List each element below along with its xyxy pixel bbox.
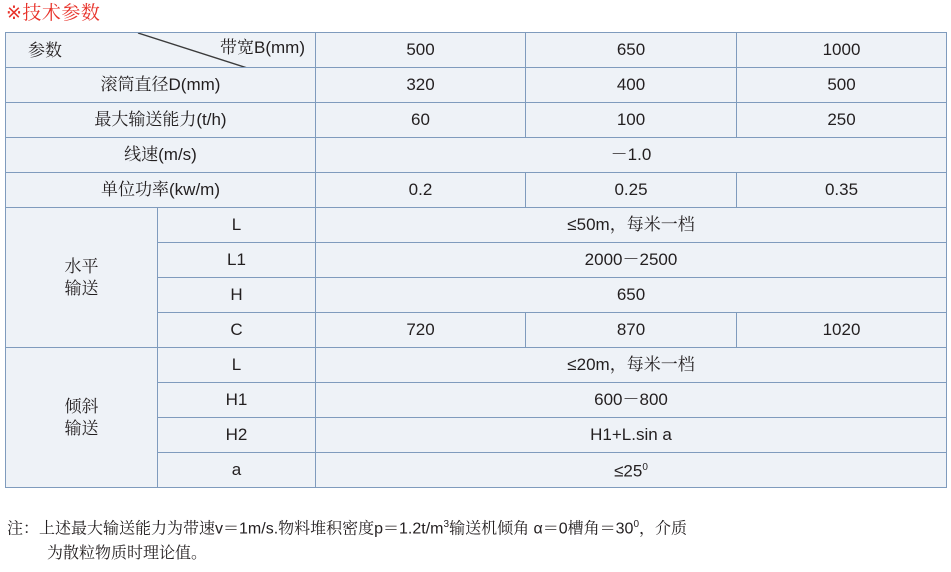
inclined-a-degree: 0 [642, 462, 648, 474]
table-row [6, 138, 947, 173]
corner-belt-width-label: 带宽B(mm) [220, 38, 305, 57]
drum-diameter-500: 320 [316, 68, 526, 103]
row-label-drum-diameter: 滚筒直径D(mm) [6, 68, 316, 103]
table-row [6, 173, 947, 208]
table-row [6, 348, 947, 383]
row-label-line-speed: 线速(m/s) [6, 138, 316, 173]
row-label-unit-power: 单位功率(kw/m) [6, 173, 316, 208]
corner-parameter-label: 参数 [28, 41, 62, 60]
horizontal-L-value: ≤50m，每米一档 [316, 208, 947, 243]
note-line1-part-c: ，介质 [639, 520, 688, 538]
horizontal-C-650: 870 [526, 313, 737, 348]
belt-width-650: 650 [526, 33, 737, 68]
belt-width-500: 500 [316, 33, 526, 68]
drum-diameter-650: 400 [526, 68, 737, 103]
unit-power-1000: 0.35 [737, 173, 947, 208]
table-row [6, 208, 947, 243]
group-label-inclined-conveying [6, 348, 158, 488]
row-label-horizontal-H: H [158, 278, 316, 313]
horizontal-C-1000: 1020 [737, 313, 947, 348]
table-row [6, 103, 947, 138]
group-label-line2: 输送 [64, 278, 99, 298]
note-label: 注： [7, 520, 40, 538]
note-line1-part-b: 输送机倾角 α＝0槽角＝30 [449, 520, 634, 538]
inclined-a-value [316, 453, 947, 488]
row-label-horizontal-L1: L1 [158, 243, 316, 278]
line-speed-value: －1.0 [316, 138, 947, 173]
table-row [6, 68, 947, 103]
max-capacity-500: 60 [316, 103, 526, 138]
max-capacity-650: 100 [526, 103, 737, 138]
inclined-H1-value: 600－800 [316, 383, 947, 418]
unit-power-500: 0.2 [316, 173, 526, 208]
corner-cell [6, 33, 316, 68]
table-header-row [6, 33, 947, 68]
row-label-inclined-a: a [158, 453, 316, 488]
inclined-L-value: ≤20m，每米一档 [316, 348, 947, 383]
note-superscript-cubic: 3 [443, 519, 450, 530]
horizontal-H-value: 650 [316, 278, 947, 313]
row-label-inclined-H1: H1 [158, 383, 316, 418]
horizontal-L1-value: 2000－2500 [316, 243, 947, 278]
group-label-horizontal-conveying [6, 208, 158, 348]
group-label-line1: 水平 [64, 256, 99, 276]
table-note [7, 512, 945, 566]
inclined-a-number: ≤25 [614, 461, 643, 481]
row-label-horizontal-C: C [158, 313, 316, 348]
row-label-inclined-L: L [158, 348, 316, 383]
inclined-H2-value: H1+L.sin a [316, 418, 947, 453]
note-line1-part-a: 上述最大输送能力为带速v＝1m/s.物料堆积密度p＝1.2t/m [39, 520, 444, 538]
belt-width-1000: 1000 [737, 33, 947, 68]
group-label-line2: 输送 [64, 418, 99, 438]
technical-parameters-table [5, 32, 947, 488]
row-label-max-capacity: 最大输送能力(t/h) [6, 103, 316, 138]
unit-power-650: 0.25 [526, 173, 737, 208]
note-superscript-degree: 0 [633, 519, 640, 530]
page-title: ※技术参数 [6, 3, 101, 24]
note-line2: 为散粒物质时理论值。 [47, 545, 208, 563]
row-label-horizontal-L: L [158, 208, 316, 243]
row-label-inclined-H2: H2 [158, 418, 316, 453]
horizontal-C-500: 720 [316, 313, 526, 348]
max-capacity-1000: 250 [737, 103, 947, 138]
group-label-line1: 倾斜 [64, 396, 99, 416]
drum-diameter-1000: 500 [737, 68, 947, 103]
